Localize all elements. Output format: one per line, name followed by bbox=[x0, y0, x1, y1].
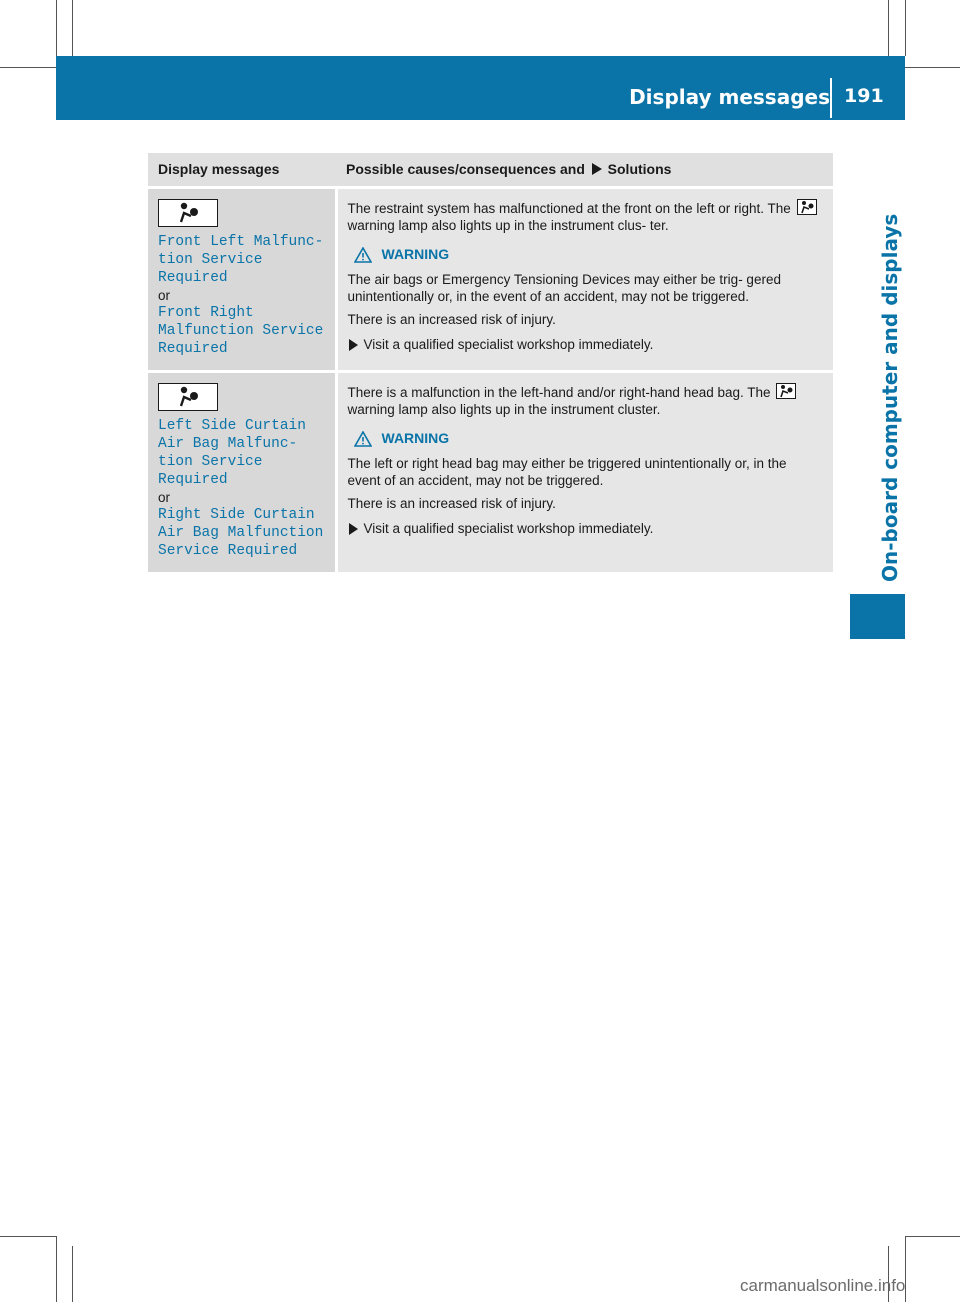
play-arrow-icon bbox=[348, 523, 358, 535]
cause-text-post: warning lamp also lights up in the instrument clus‐ ter. bbox=[347, 218, 669, 233]
crop-mark bbox=[72, 1246, 73, 1302]
chapter-side-tab: On-board computer and displays bbox=[878, 213, 902, 582]
table-header-row bbox=[148, 153, 833, 188]
warning-heading bbox=[354, 246, 824, 263]
crop-mark bbox=[72, 0, 73, 56]
page-number: 191 bbox=[844, 85, 884, 107]
column-header-solutions-text: Solutions bbox=[607, 161, 672, 177]
warning-triangle-icon bbox=[354, 247, 372, 263]
or-word: or bbox=[158, 288, 171, 303]
header-separator bbox=[830, 78, 832, 118]
chapter-side-block bbox=[850, 594, 905, 639]
warning-text: The left or right head bag may either be triggered unintentionally or, in the event of an accident, may not be triggered. bbox=[347, 456, 787, 488]
play-arrow-icon bbox=[591, 163, 602, 175]
warning-label: WARNING bbox=[381, 246, 450, 262]
causes-solutions-cell bbox=[336, 372, 833, 573]
display-message-cell bbox=[148, 188, 336, 372]
solution-step-text: Visit a qualified specialist workshop immediately. bbox=[363, 521, 654, 536]
risk-text: There is an increased risk of injury. bbox=[347, 312, 556, 327]
column-header-causes-text: Possible causes/consequences and bbox=[346, 161, 585, 177]
solution-step bbox=[348, 520, 824, 537]
crop-mark bbox=[56, 0, 57, 56]
warning-heading bbox=[354, 430, 824, 447]
cause-text-pre: There is a malfunction in the left-hand and/or right-hand head bag. The bbox=[347, 385, 771, 400]
solution-step-text: Visit a qualified specialist workshop immediately. bbox=[363, 337, 654, 352]
airbag-warning-lamp-icon bbox=[776, 383, 796, 399]
cause-text-post: warning lamp also lights up in the instrument cluster. bbox=[347, 402, 661, 417]
cause-text-pre: The restraint system has malfunctioned at the front on the left or right. The bbox=[347, 201, 791, 216]
crop-mark bbox=[0, 1236, 56, 1237]
or-word: or bbox=[158, 490, 171, 505]
warning-label: WARNING bbox=[381, 430, 450, 446]
display-message-text-a: Front Left Malfunc‐ tion Service Required bbox=[158, 234, 324, 286]
airbag-warning-lamp-icon bbox=[158, 383, 218, 411]
risk-text: There is an increased risk of injury. bbox=[347, 496, 556, 511]
display-message-text-b: Right Side Curtain Air Bag Malfunction Service Required bbox=[158, 507, 324, 559]
play-arrow-icon bbox=[348, 339, 358, 351]
display-message-text-a: Left Side Curtain Air Bag Malfunc‐ tion Service Required bbox=[158, 418, 306, 488]
warning-triangle-icon bbox=[354, 431, 372, 447]
crop-mark bbox=[905, 1236, 960, 1237]
cause-text bbox=[348, 199, 824, 234]
table-row bbox=[148, 188, 833, 372]
cause-text bbox=[348, 383, 824, 418]
solution-step bbox=[348, 336, 824, 353]
display-message-cell bbox=[148, 372, 336, 573]
display-messages-table bbox=[148, 153, 833, 572]
table-row bbox=[148, 372, 833, 573]
column-header-display-messages: Display messages bbox=[148, 153, 336, 188]
airbag-warning-lamp-icon bbox=[797, 199, 817, 215]
crop-mark bbox=[56, 1236, 57, 1302]
crop-mark bbox=[905, 67, 960, 68]
crop-mark bbox=[888, 0, 889, 56]
causes-solutions-cell bbox=[336, 188, 833, 372]
crop-mark bbox=[0, 67, 56, 68]
airbag-warning-lamp-icon bbox=[158, 199, 218, 227]
crop-mark bbox=[905, 0, 906, 56]
column-header-causes bbox=[336, 153, 833, 188]
watermark-link[interactable]: carmanualsonline.info bbox=[740, 1276, 906, 1295]
page-header-title: Display messages bbox=[629, 85, 830, 109]
display-message-text-b: Front Right Malfunction Service Required bbox=[158, 305, 324, 357]
warning-text: The air bags or Emergency Tensioning Devices may either be trig‐ gered unintentionally or, in the event of an accident, may not be triggered. bbox=[347, 272, 781, 304]
